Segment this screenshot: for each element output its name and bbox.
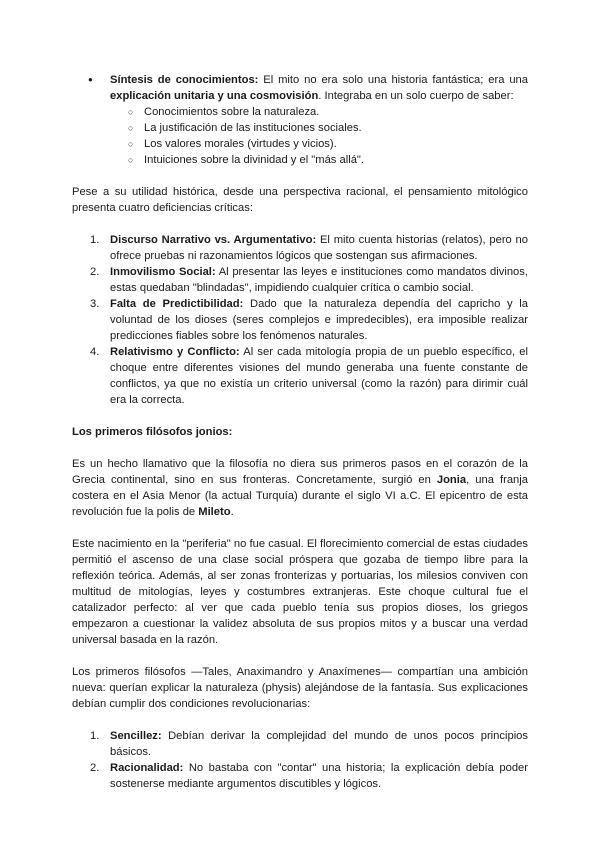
list-item bbox=[72, 264, 528, 296]
text: Al ser cada mitología propia de un pueblo específico, el choque entre diferentes visiones del mundo generaba una fuente constante de conflictos, ya que no existía un criterio universal (como la razón) para dirimir cuál era la correcta. bbox=[110, 346, 528, 406]
item-number: 2. bbox=[90, 762, 100, 774]
list-item bbox=[72, 760, 528, 792]
deficiencies-list bbox=[72, 232, 528, 408]
paragraph: Pese a su utilidad histórica, desde una perspectiva racional, el pensamiento mitológico presenta cuatro deficiencias críticas: bbox=[72, 186, 528, 214]
item-number: 4. bbox=[90, 346, 100, 358]
section-heading: Los primeros filósofos jonios: bbox=[72, 426, 233, 438]
bold-text: Mileto bbox=[198, 506, 231, 518]
text: , una franja costera en el Asia Menor (la actual Turquía) durante el siglo VI a.C. El epicentro de esta revolución fue la polis de bbox=[72, 474, 528, 518]
text: . bbox=[230, 506, 234, 518]
list-item bbox=[72, 232, 528, 264]
text: Dado que la naturaleza dependía del capricho y la voluntad de los dioses (seres complejos e impredecibles), era imposible realizar predicciones fiables sobre los fenómenos naturales. bbox=[110, 298, 528, 342]
sub-item: ○ La justificación de las instituciones sociales. bbox=[72, 120, 528, 136]
paragraph: Los primeros filósofos —Tales, Anaximandro y Anaxímenes— compartían una ambición nueva: querían explicar la naturaleza (physis) alejándose de la fantasía. Sus explicaciones debían cumplir dos condiciones revolucionarias: bbox=[72, 666, 528, 710]
text: Debían derivar la complejidad del mundo de unos pocos principios básicos. bbox=[110, 730, 528, 758]
term: Síntesis de conocimientos: bbox=[110, 74, 259, 86]
conditions-list bbox=[72, 728, 528, 792]
item-number: 1. bbox=[90, 730, 100, 742]
list-item bbox=[72, 728, 528, 760]
item-number: 3. bbox=[90, 298, 100, 310]
item-number: 2. bbox=[90, 266, 100, 278]
text: No bastaba con "contar" una historia; la explicación debía poder sostenerse mediante argumentos discutibles y lógicos. bbox=[110, 762, 528, 790]
term: Relativismo y Conflicto: bbox=[110, 346, 240, 358]
text: El mito cuenta historias (relatos), pero no ofrece pruebas ni razonamientos lógicos que sostengan sus afirmaciones. bbox=[110, 234, 529, 262]
text: El mito no era solo una historia fantástica; era una bbox=[258, 74, 528, 86]
term: Sencillez: bbox=[110, 730, 162, 742]
term: Inmovilismo Social: bbox=[110, 266, 216, 278]
list-item bbox=[72, 72, 528, 104]
text: . Integraba en un solo cuerpo de saber: bbox=[318, 90, 514, 102]
synthesis-list bbox=[72, 72, 528, 104]
term: Racionalidad: bbox=[110, 762, 184, 774]
term: Discurso Narrativo vs. Argumentativo: bbox=[110, 234, 317, 246]
text: Es un hecho llamativo que la filosofía no diera sus primeros pasos en el corazón de la Grecia continental, sino en sus fronteras. Concretamente, surgió en bbox=[72, 458, 528, 486]
list-item bbox=[72, 344, 528, 408]
term: Falta de Predictibilidad: bbox=[110, 298, 244, 310]
sub-item: ○ Los valores morales (virtudes y vicios). bbox=[72, 136, 528, 152]
paragraph: Este nacimiento en la "periferia" no fue casual. El florecimiento comercial de estas ciudades permitió el ascenso de una clase social próspera que gozaba de tiempo libre para la reflexión teórica. Además, al ser zonas fronterizas y portuarias, los milesios conviven con multitud de mitologías, leyes y costumbres extranjeras. Este choque cultural fue el catalizador perfecto: al ver que cada pueblo tenía sus propios dioses, los griegos empezaron a cuestionar la validez absoluta de sus propios mitos y a buscar una verdad universal basada en la razón. bbox=[72, 538, 528, 646]
list-item bbox=[72, 296, 528, 344]
text: Al presentar las leyes e instituciones como mandatos divinos, estas quedaban "blindadas", impidiendo cualquier crítica o cambio social. bbox=[110, 266, 528, 294]
sub-item: ○ Intuiciones sobre la divinidad y el "más allá". bbox=[72, 152, 528, 168]
paragraph bbox=[72, 456, 528, 520]
sub-item: ○ Conocimientos sobre la naturaleza. bbox=[72, 104, 528, 120]
item-number: 1. bbox=[90, 234, 100, 246]
bold-text: explicación unitaria y una cosmovisión bbox=[110, 90, 319, 102]
bold-text: Jonia bbox=[436, 474, 467, 486]
sub-list bbox=[72, 104, 528, 168]
